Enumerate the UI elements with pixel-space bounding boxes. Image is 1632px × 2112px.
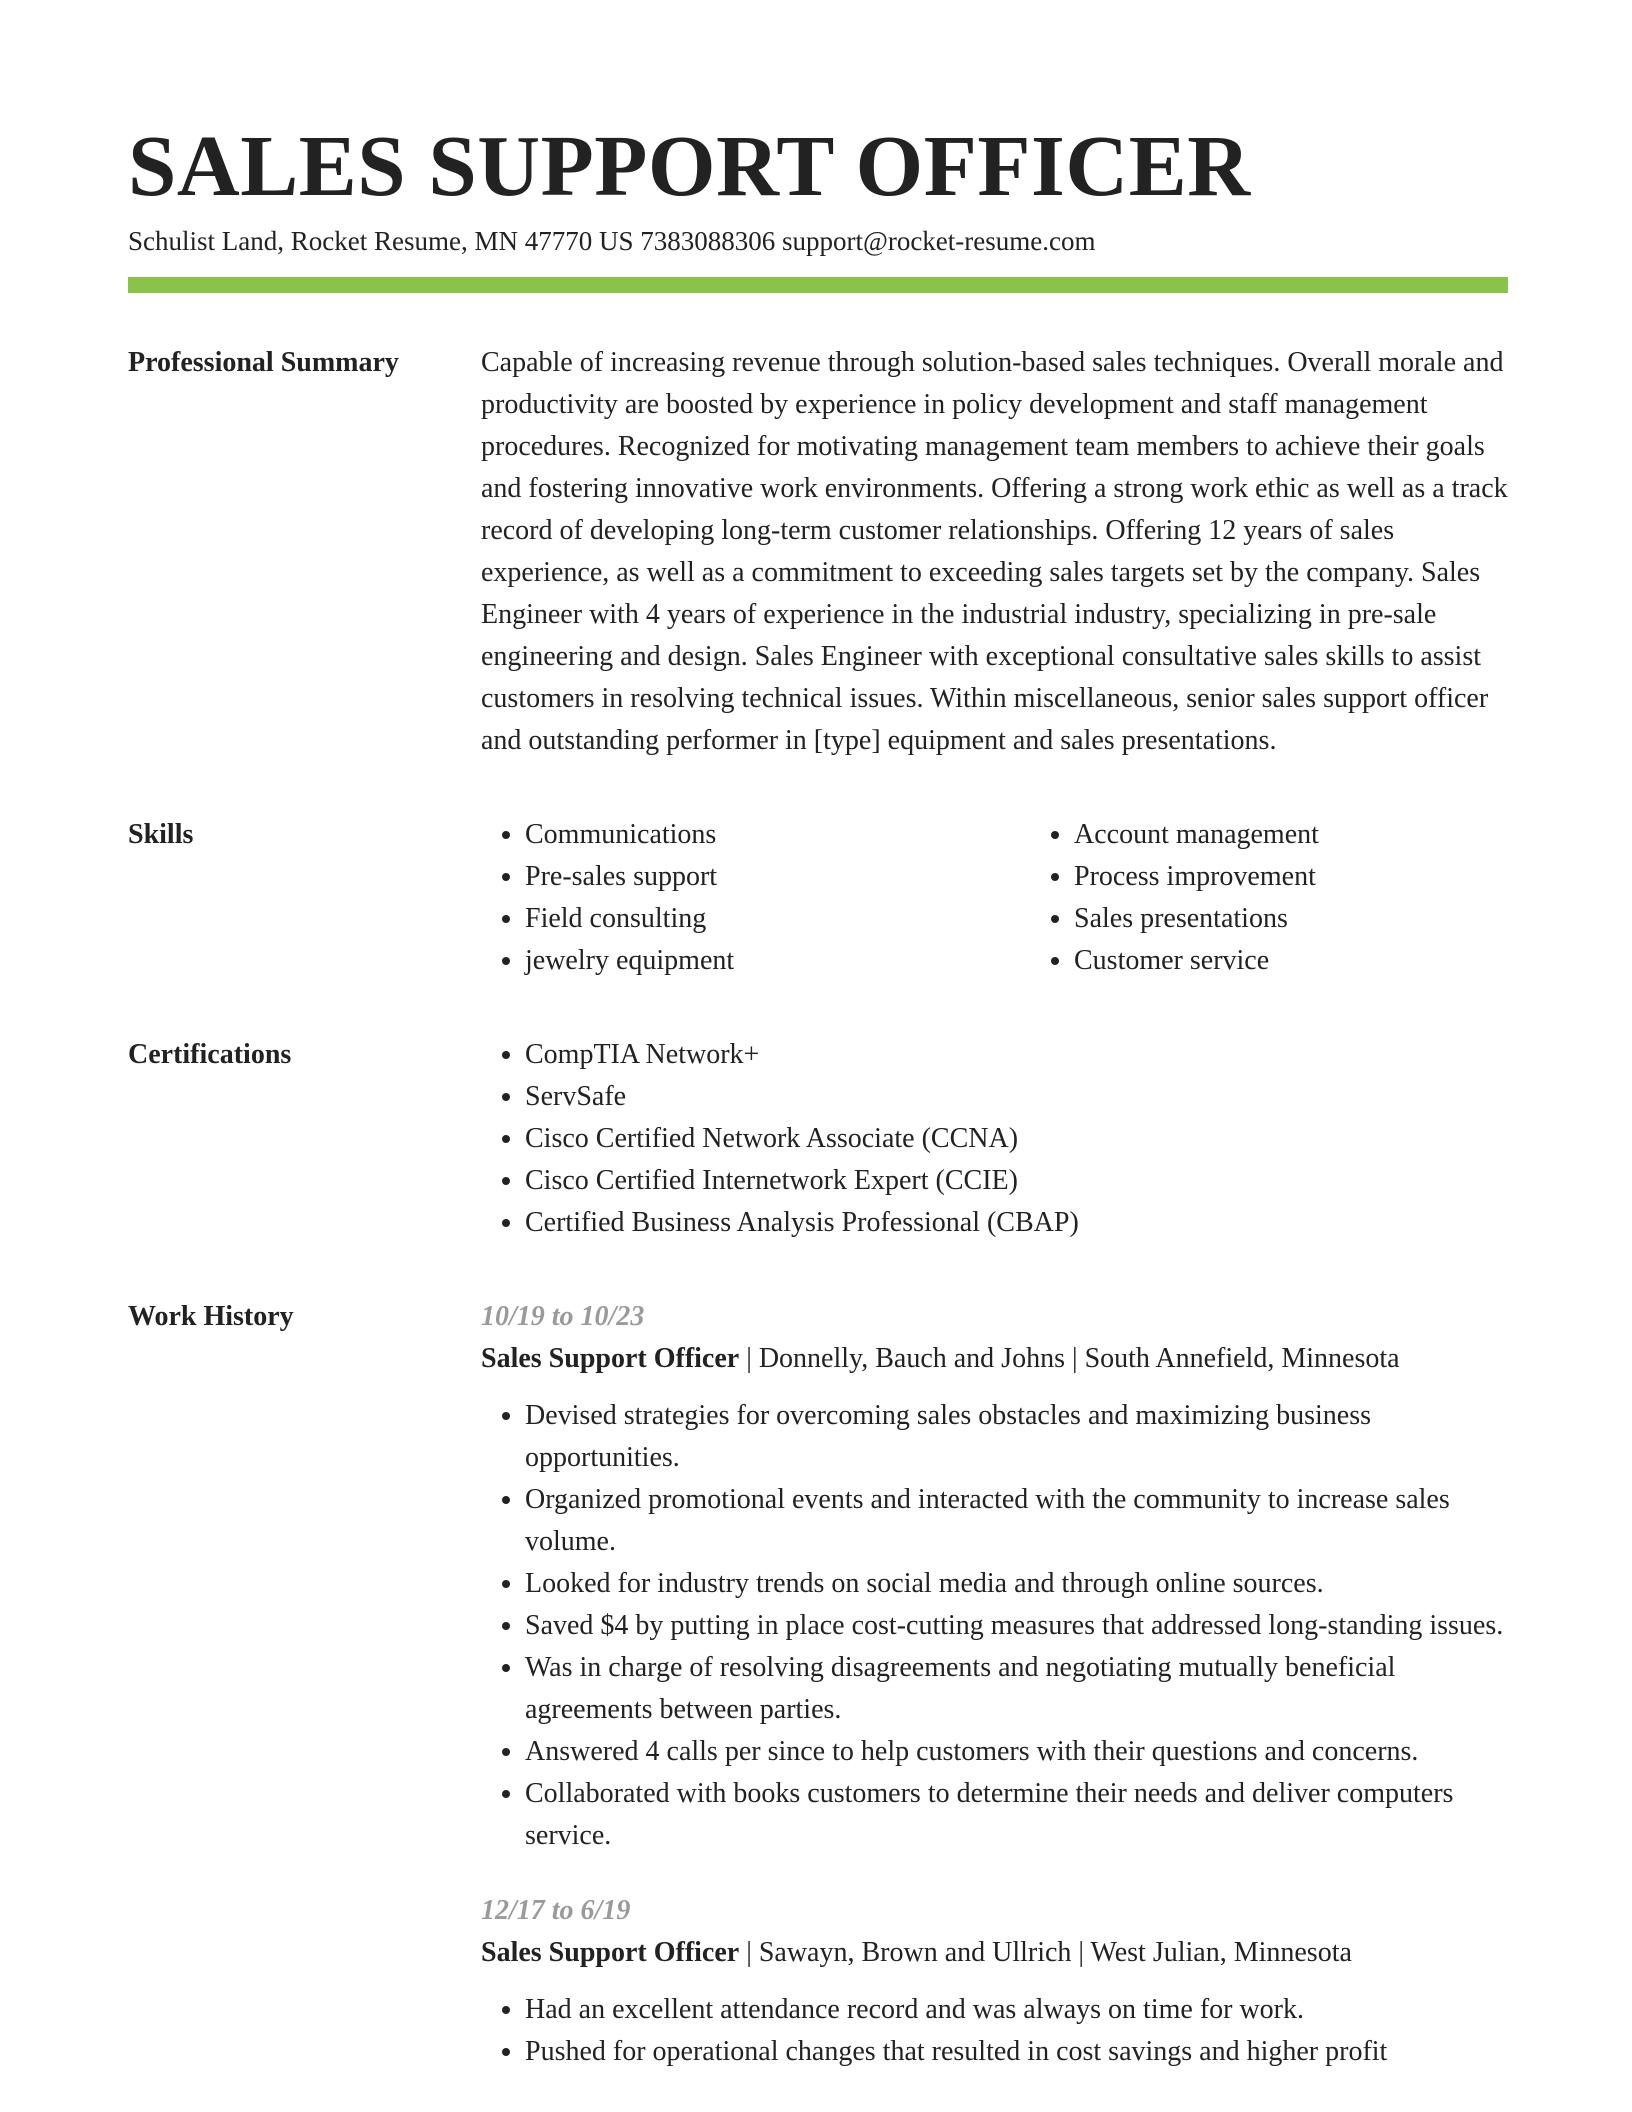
job-entry [481,1296,1508,1857]
skill-item: • Field consulting [525,898,1030,940]
resume-title: SALES SUPPORT OFFICER [128,117,1251,214]
header-divider [128,277,1508,293]
job-employer-location: | Donnelly, Bauch and Johns | South Annefield, Minnesota [739,1343,1400,1375]
job-bullet: • Was in charge of resolving disagreements and negotiating mutually beneficial agreements between parties. [525,1647,1508,1731]
certification-item: • CompTIA Network+ [525,1034,1508,1076]
certifications-list [481,1034,1508,1244]
work-history-section [128,1296,1508,2073]
job-heading [481,1932,1508,1974]
skill-item: • Account management [1074,814,1579,856]
certification-item: • Cisco Certified Internetwork Expert (CCIE) [525,1160,1508,1202]
skills-section [128,814,1508,982]
summary-text: Capable of increasing revenue through solution-based sales techniques. Overall morale and productivity are boosted by experience in policy development and staff management procedures. Recognized for motivating management team members to achieve their goals and fostering innovative work environments. Offering a strong work ethic as well as a track record of developing long-term customer relationships. Offering 12 years of sales experience, as well as a commitment to exceeding sales targets set by the company. Sales Engineer with 4 years of experience in the industrial industry, specializing in pre-sale engineering and design. Sales Engineer with exceptional consultative sales skills to assist customers in resolving technical issues. Within miscellaneous, senior sales support officer and outstanding performer in [type] equipment and sales presentations. [481,347,1508,757]
job-employer-location: | Sawayn, Brown and Ullrich | West Julian, Minnesota [739,1937,1352,1969]
job-heading [481,1338,1508,1380]
job-bullet: • Looked for industry trends on social media and through online sources. [525,1563,1508,1605]
job-entry [481,1890,1508,2073]
certifications-heading: Certifications [128,1039,292,1071]
job-title: Sales Support Officer [481,1343,740,1375]
certification-item: • Cisco Certified Network Associate (CCNA) [525,1118,1508,1160]
skill-item: • jewelry equipment [525,940,1030,982]
summary-section [128,342,1508,762]
job-bullet: • Answered 4 calls per since to help customers with their questions and concerns. [525,1731,1508,1773]
job-bullet: • Organized promotional events and interacted with the community to increase sales volume. [525,1479,1508,1563]
job-bullet: • Devised strategies for overcoming sales obstacles and maximizing business opportunities. [525,1395,1508,1479]
skills-heading: Skills [128,819,194,851]
job-bullet: • Collaborated with books customers to determine their needs and deliver computers service. [525,1773,1508,1857]
job-title: Sales Support Officer [481,1937,740,1969]
contact-line: Schulist Land, Rocket Resume, MN 47770 US 7383088306 support@rocket-resume.com [128,226,1096,257]
job-bullets [481,1395,1508,1857]
job-bullet: • Pushed for operational changes that resulted in cost savings and higher profit [525,2031,1508,2073]
skill-item: • Sales presentations [1074,898,1579,940]
skills-list-right [1030,814,1579,982]
certification-item: • ServSafe [525,1076,1508,1118]
job-dates: 10/19 to 10/23 [481,1301,645,1333]
resume-page [128,117,1508,2073]
job-dates: 12/17 to 6/19 [481,1895,631,1927]
skill-item: • Customer service [1074,940,1579,982]
skills-list-left [481,814,1030,982]
skill-item: • Communications [525,814,1030,856]
job-bullet: • Had an excellent attendance record and was always on time for work. [525,1989,1508,2031]
skill-item: • Pre-sales support [525,856,1030,898]
work-history-heading: Work History [128,1301,294,1333]
certifications-section [128,1034,1508,1244]
skill-item: • Process improvement [1074,856,1579,898]
summary-heading: Professional Summary [128,347,399,379]
job-bullet: • Saved $4 by putting in place cost-cutting measures that addressed long-standing issues. [525,1605,1508,1647]
certification-item: • Certified Business Analysis Professional (CBAP) [525,1202,1508,1244]
job-bullets [481,1989,1508,2073]
